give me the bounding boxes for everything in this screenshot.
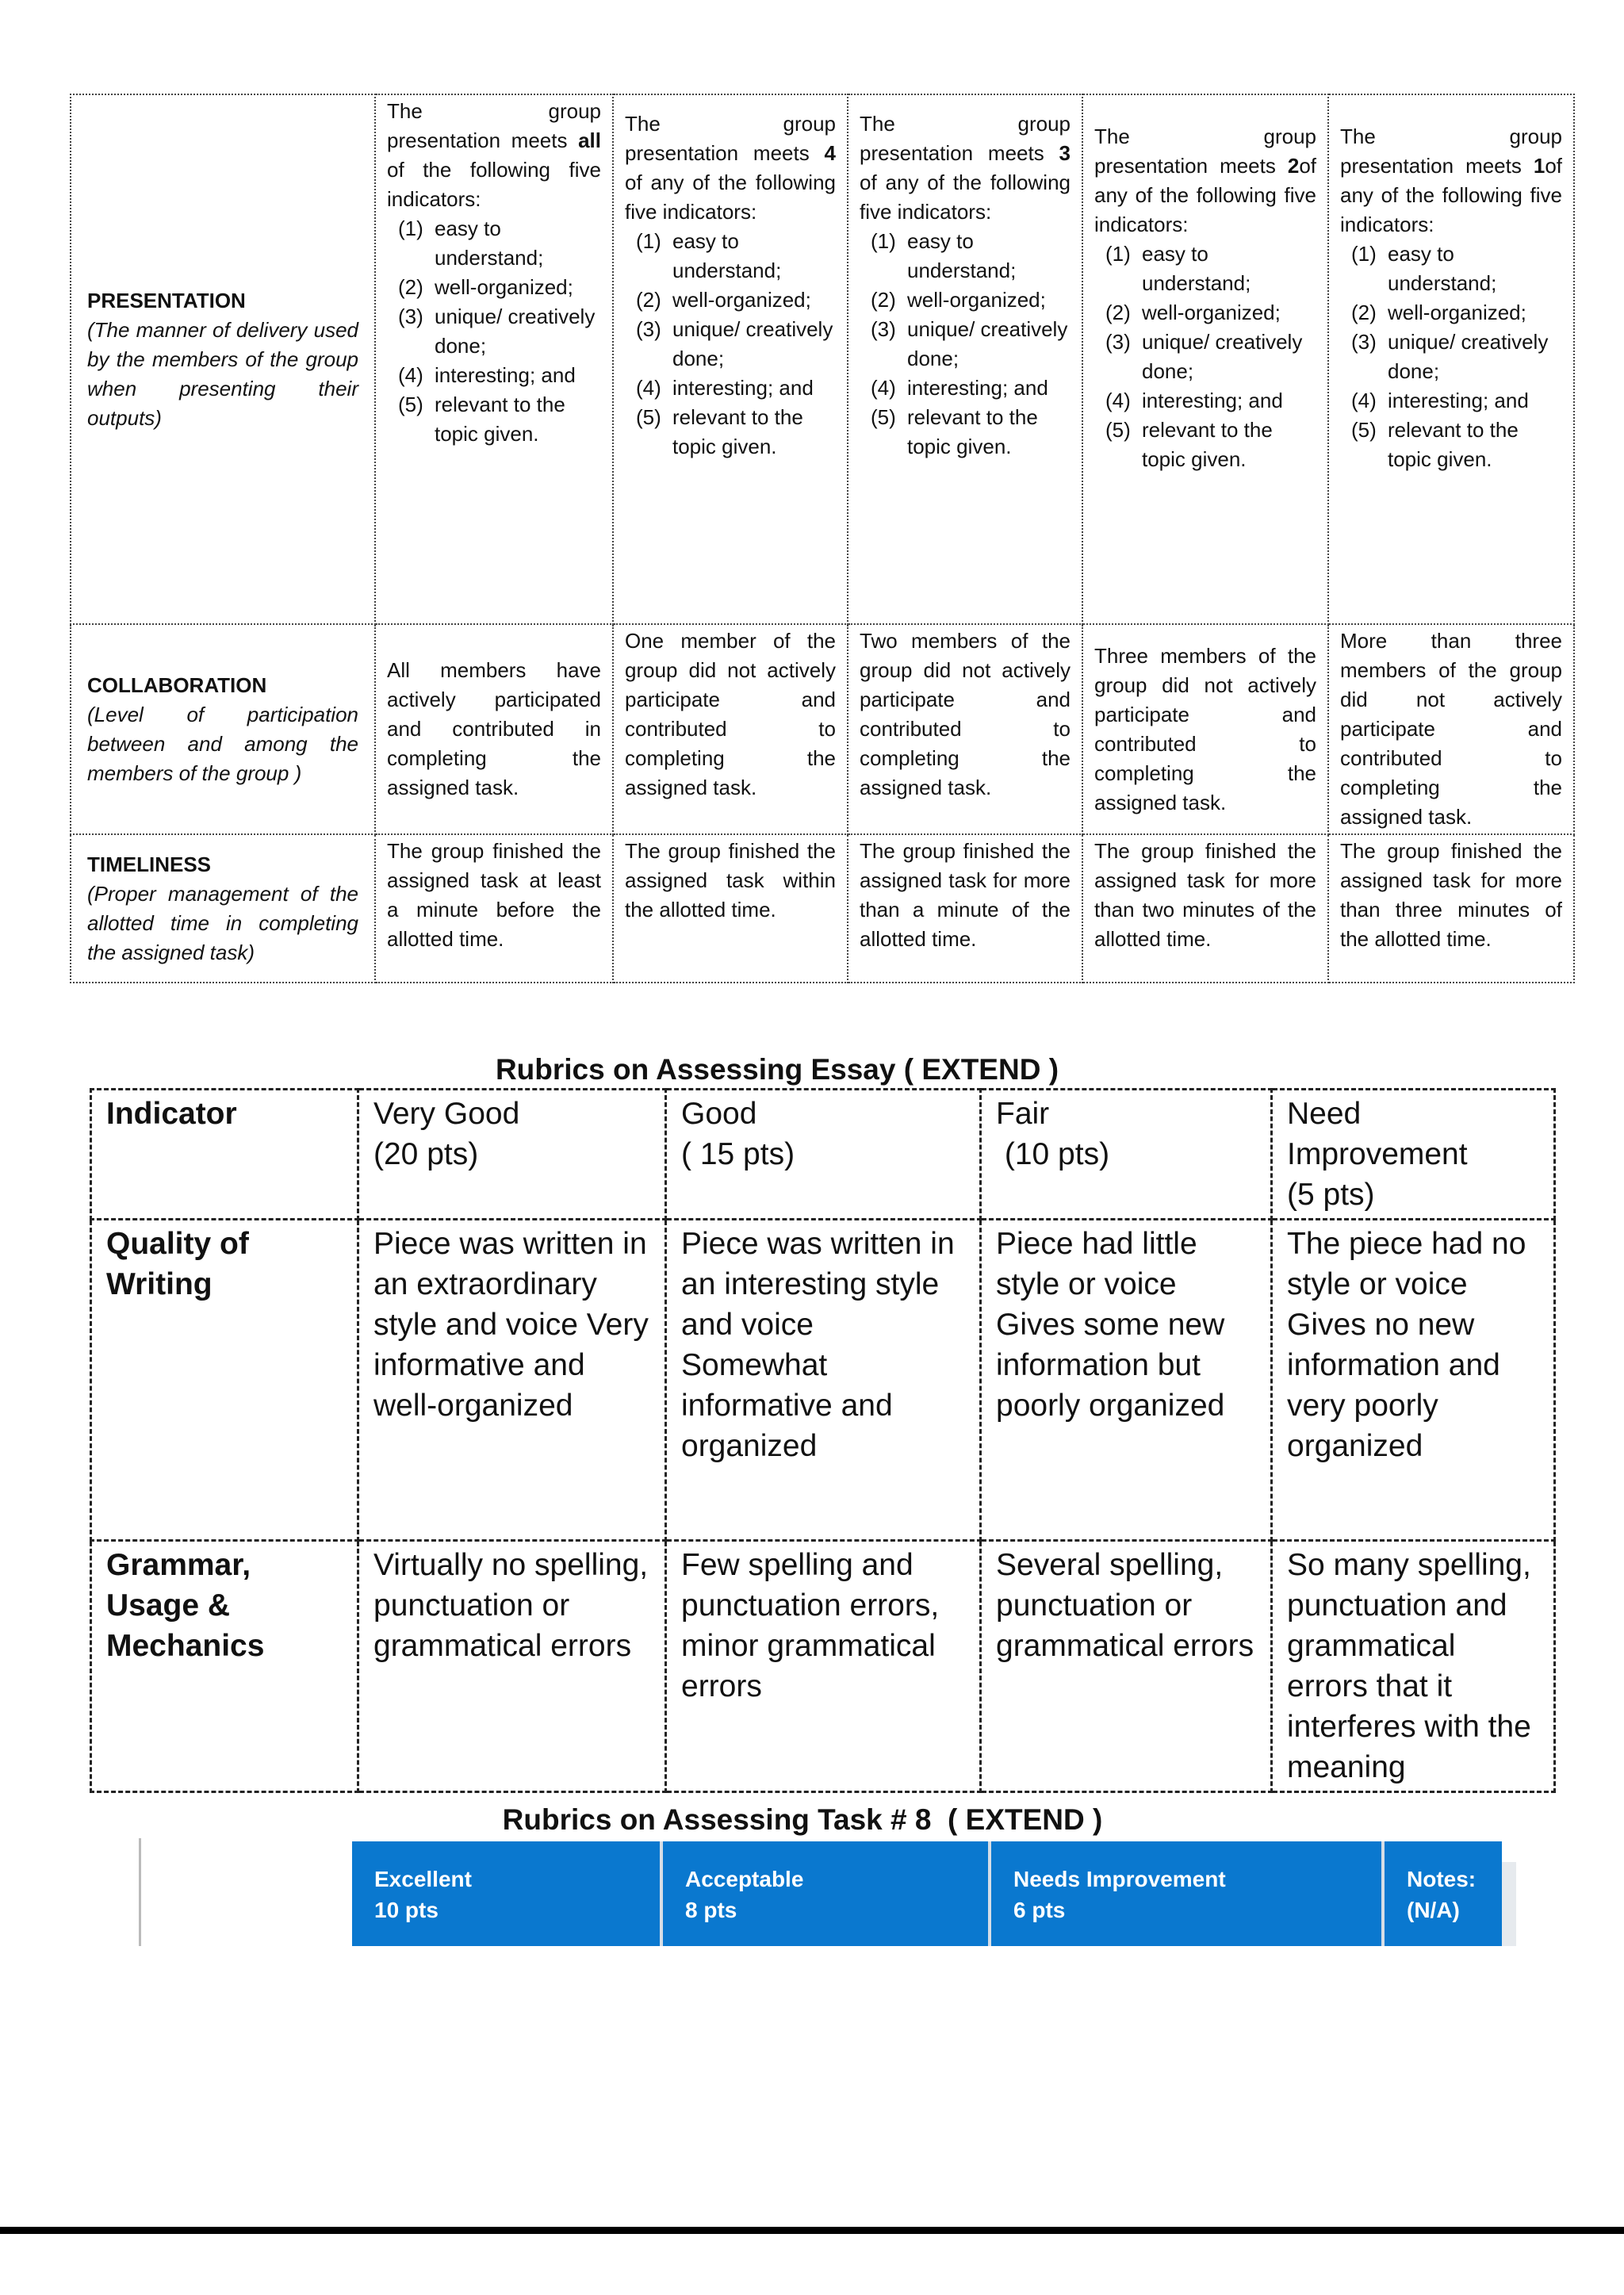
level-points: (10 pts)	[996, 1137, 1110, 1171]
level-intro-text: presentation meets	[1340, 154, 1534, 178]
indicator-text: well-organized;	[1142, 301, 1281, 324]
level-cell: The group finished the assigned task for more than two minutes of the allotted time.	[1082, 834, 1328, 983]
indicator-text: interesting; and	[907, 376, 1048, 400]
indicator-number: (3)	[1351, 330, 1377, 354]
level-points: (20 pts)	[373, 1137, 479, 1171]
level-header-very-good	[358, 1090, 666, 1220]
column-excellent	[352, 1841, 663, 1946]
level-cell-1	[1328, 94, 1574, 624]
indicator-item	[860, 403, 1071, 462]
level-intro-text: presentation meets	[1094, 154, 1288, 178]
indicator-list	[860, 227, 1071, 462]
indicator-item	[625, 374, 836, 403]
essay-header-row	[91, 1090, 1555, 1220]
level-cell: The group finished the assigned task for more than three minutes of the allotted time.	[1328, 834, 1574, 983]
indicator-text: relevant to the topic given.	[672, 405, 803, 458]
column-notes	[1385, 1841, 1502, 1946]
indicator-text: unique/ creatively done;	[1142, 330, 1303, 383]
indicator-item	[387, 214, 601, 273]
indicator-number: (4)	[636, 376, 661, 400]
indicator-item	[1094, 386, 1316, 416]
indicator-list	[625, 227, 836, 462]
criterion-cell	[71, 624, 375, 834]
criterion-title: TIMELINESS	[87, 852, 212, 876]
level-intro-text: of any of the following five indicators:	[1094, 154, 1316, 236]
page-bottom-rule	[0, 2227, 1624, 2234]
indicator-text: unique/ creatively done;	[907, 317, 1068, 370]
indicator-item	[1340, 386, 1562, 416]
indicator-text: relevant to the topic given.	[1388, 418, 1519, 471]
criterion-description: (Proper management of the allotted time in completing the assigned task)	[87, 881, 358, 964]
level-name: Need Improvement	[1287, 1097, 1468, 1171]
indicator-number: (4)	[398, 363, 423, 387]
column-label: Excellent	[374, 1867, 472, 1891]
indicator-list	[1094, 239, 1316, 474]
indicator-number: (2)	[1351, 301, 1377, 324]
table-left-border	[139, 1838, 141, 1946]
indicator-number: (1)	[871, 229, 896, 253]
indicator-count: 1	[1533, 154, 1545, 178]
criterion-cell	[71, 834, 375, 983]
indicator-text: interesting; and	[1142, 389, 1283, 412]
indicator-item	[625, 403, 836, 462]
indicator-number: (2)	[1105, 301, 1131, 324]
indicator-number: (3)	[1105, 330, 1131, 354]
indicator-count: all	[578, 128, 601, 152]
indicator-number: (1)	[636, 229, 661, 253]
level-cell: So many spelling, punctuation and grammatical errors that it interferes with the meaning	[1272, 1541, 1555, 1792]
level-cell: Two members of the group did not actively participate and contributed to completing the assigned task.	[848, 624, 1082, 834]
level-intro-text: presentation meets	[860, 141, 1059, 165]
level-intro-text: of any of the following five indicators:	[625, 170, 836, 224]
level-cell: The group finished the assigned task at least a minute before the allotted time.	[375, 834, 613, 983]
indicator-number: (3)	[398, 305, 423, 328]
level-name: Very Good	[373, 1097, 520, 1131]
criterion-description: (Level of participation between and among the members of the group )	[87, 702, 358, 785]
level-cell: One member of the group did not actively participate and contributed to completing the assigned task.	[613, 624, 848, 834]
level-cell-4	[613, 94, 848, 624]
indicator-text: well-organized;	[435, 275, 573, 299]
indicator-item	[1340, 298, 1562, 328]
indicator-number: (4)	[1351, 389, 1377, 412]
indicator-number: (3)	[871, 317, 896, 341]
rubric-row-collaboration	[71, 624, 1574, 834]
indicator-text: easy to understand;	[672, 229, 782, 282]
level-intro-text: presentation meets	[387, 128, 579, 152]
level-header-fair	[981, 1090, 1272, 1220]
level-intro	[860, 139, 1071, 227]
task8-rubric-header	[352, 1841, 1502, 1946]
indicator-text: easy to understand;	[1142, 242, 1251, 295]
indicator-number: (3)	[636, 317, 661, 341]
criterion-title: COLLABORATION	[87, 672, 267, 697]
criterion-title: PRESENTATION	[87, 288, 246, 312]
indicator-text: relevant to the topic given.	[1142, 418, 1273, 471]
indicator-text: interesting; and	[672, 376, 814, 400]
rubric-row-presentation	[71, 94, 1574, 624]
indicator-text: well-organized;	[1388, 301, 1526, 324]
level-intro-head: The group	[625, 112, 836, 136]
level-intro-head: The group	[860, 112, 1071, 136]
indicator-item	[387, 361, 601, 390]
level-cell: More than three members of the group did not actively participate and contributed to completing the assigned task.	[1328, 624, 1574, 834]
indicator-number: (4)	[871, 376, 896, 400]
indicator-item	[860, 374, 1071, 403]
level-cell: The group finished the assigned task within the allotted time.	[613, 834, 848, 983]
level-cell: The piece had no style or voice Gives no new information and very poorly organized	[1272, 1220, 1555, 1541]
indicator-item	[625, 227, 836, 285]
indicator-number: (5)	[1105, 418, 1131, 442]
level-header-need-improvement	[1272, 1090, 1555, 1220]
indicator-number: (2)	[636, 288, 661, 312]
indicator-item	[1094, 239, 1316, 298]
indicator-item	[625, 315, 836, 374]
level-intro-head: The group	[1340, 125, 1562, 148]
indicator-item	[387, 273, 601, 302]
task8-rubric-title: Rubrics on Assessing Task # 8 ( EXTEND )	[502, 1803, 1103, 1836]
column-points: 6 pts	[1013, 1898, 1066, 1922]
indicator-number: (5)	[871, 405, 896, 429]
level-points: (5 pts)	[1287, 1178, 1375, 1212]
indicator-text: unique/ creatively done;	[1388, 330, 1549, 383]
essay-rubric-title: Rubrics on Assessing Essay ( EXTEND )	[495, 1053, 1059, 1086]
level-cell: Several spelling, punctuation or grammatical errors	[981, 1541, 1272, 1792]
indicator-number: (5)	[398, 393, 423, 416]
column-acceptable	[663, 1841, 991, 1946]
level-cell-all	[375, 94, 613, 624]
level-cell: Piece had little style or voice Gives some new information but poorly organized	[981, 1220, 1272, 1541]
indicator-list	[1340, 239, 1562, 474]
indicator-item	[1094, 328, 1316, 386]
indicator-list	[387, 214, 601, 449]
indicator-number: (2)	[871, 288, 896, 312]
level-cell: All members have actively participated and contributed in completing the assigned task.	[375, 624, 613, 834]
level-cell: Piece was written in an extraordinary style and voice Very informative and well-organized	[358, 1220, 666, 1541]
indicator-text: interesting; and	[435, 363, 576, 387]
indicator-item	[1340, 328, 1562, 386]
column-points: (N/A)	[1407, 1898, 1460, 1922]
indicator-item	[625, 285, 836, 315]
indicator-number: (5)	[1351, 418, 1377, 442]
criterion-cell: Quality of Writing	[91, 1220, 358, 1541]
level-cell: The group finished the assigned task for more than a minute of the allotted time.	[848, 834, 1082, 983]
indicator-number: (1)	[398, 216, 423, 240]
indicator-number: (4)	[1105, 389, 1131, 412]
indicator-item	[387, 390, 601, 449]
indicator-item	[387, 302, 601, 361]
indicator-item	[1340, 416, 1562, 474]
level-intro-head: The group	[387, 99, 601, 123]
indicator-item	[1094, 416, 1316, 474]
indicator-number: (5)	[636, 405, 661, 429]
level-intro-text: of any of the following five indicators:	[1340, 154, 1562, 236]
indicator-text: well-organized;	[672, 288, 811, 312]
indicator-text: relevant to the topic given.	[435, 393, 565, 446]
indicator-item	[1340, 239, 1562, 298]
table-edge	[1502, 1862, 1516, 1946]
level-intro-head: The group	[1094, 125, 1316, 148]
column-label: Acceptable	[685, 1867, 804, 1891]
level-cell: Three members of the group did not actively participate and contributed to completing the assigned task.	[1082, 624, 1328, 834]
criterion-cell: Grammar, Usage & Mechanics	[91, 1541, 358, 1792]
indicator-item	[860, 315, 1071, 374]
indicator-item	[860, 285, 1071, 315]
indicator-number: (2)	[398, 275, 423, 299]
level-intro	[1094, 151, 1316, 239]
indicator-text: easy to understand;	[435, 216, 544, 270]
essay-rubric-table	[90, 1088, 1556, 1793]
level-intro	[387, 126, 601, 214]
level-cell: Few spelling and punctuation errors, minor grammatical errors	[666, 1541, 981, 1792]
indicator-item	[1094, 298, 1316, 328]
criterion-description: (The manner of delivery used by the members of the group when presenting their outputs)	[87, 317, 358, 430]
column-needs-improvement	[991, 1841, 1385, 1946]
column-label: Notes:	[1407, 1867, 1477, 1891]
indicator-header: Indicator	[91, 1090, 358, 1220]
level-points: ( 15 pts)	[681, 1137, 795, 1171]
indicator-text: interesting; and	[1388, 389, 1529, 412]
indicator-text: well-organized;	[907, 288, 1046, 312]
level-name: Good	[681, 1097, 757, 1131]
indicator-count: 4	[824, 141, 836, 165]
criterion-cell	[71, 94, 375, 624]
indicator-item	[860, 227, 1071, 285]
indicator-text: easy to understand;	[907, 229, 1017, 282]
indicator-text: relevant to the topic given.	[907, 405, 1038, 458]
level-intro	[625, 139, 836, 227]
level-cell: Virtually no spelling, punctuation or grammatical errors	[358, 1541, 666, 1792]
indicator-count: 2	[1287, 154, 1300, 178]
indicator-number: (1)	[1351, 242, 1377, 266]
group-presentation-rubric-table	[70, 94, 1575, 983]
level-intro-text: presentation meets	[625, 141, 825, 165]
level-cell-2	[1082, 94, 1328, 624]
column-label: Needs Improvement	[1013, 1867, 1226, 1891]
column-points: 10 pts	[374, 1898, 439, 1922]
essay-row-grammar	[91, 1541, 1555, 1792]
column-points: 8 pts	[685, 1898, 737, 1922]
indicator-count: 3	[1059, 141, 1071, 165]
essay-row-quality	[91, 1220, 1555, 1541]
level-intro	[1340, 151, 1562, 239]
level-cell: Piece was written in an interesting style and voice Somewhat informative and organized	[666, 1220, 981, 1541]
level-name: Fair	[996, 1097, 1050, 1131]
indicator-text: unique/ creatively done;	[672, 317, 833, 370]
indicator-number: (1)	[1105, 242, 1131, 266]
rubric-row-timeliness	[71, 834, 1574, 983]
level-intro-text: of any of the following five indicators:	[860, 170, 1071, 224]
level-header-good	[666, 1090, 981, 1220]
indicator-text: easy to understand;	[1388, 242, 1497, 295]
indicator-text: unique/ creatively done;	[435, 305, 596, 358]
level-intro-text: of the following five indicators:	[387, 158, 601, 211]
level-cell-3	[848, 94, 1082, 624]
